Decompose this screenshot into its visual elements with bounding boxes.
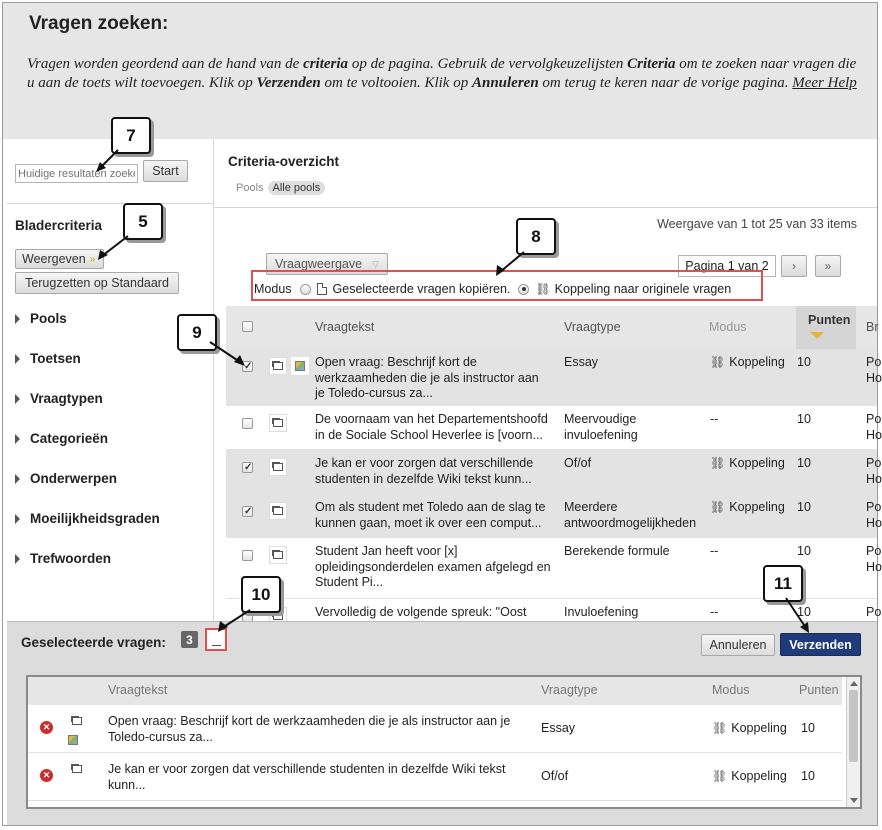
- reset-default-button[interactable]: Terugzetten op Standaard: [15, 272, 179, 294]
- sort-descending-icon: [810, 332, 824, 339]
- column-question-text[interactable]: Vraagtekst: [315, 320, 375, 334]
- pools-filter: [236, 181, 325, 195]
- selected-row: [28, 705, 842, 753]
- chain-link-icon: ⛓: [710, 355, 726, 369]
- window-icon: [273, 362, 283, 370]
- instructions-segment: Criteria: [627, 56, 676, 72]
- instructions-segment: criteria: [303, 56, 349, 72]
- instructions-segment: Annuleren: [471, 74, 539, 91]
- mode-value: Koppeling: [729, 456, 785, 470]
- expand-triangle-icon: [15, 394, 20, 404]
- questions-table-header: [226, 306, 877, 349]
- mode-copy-radio[interactable]: [300, 284, 311, 295]
- table-row[interactable]: [226, 494, 882, 538]
- facet-toetsen[interactable]: [15, 351, 81, 366]
- column-points[interactable]: [796, 306, 856, 349]
- facet-label: Vraagtypen: [30, 391, 103, 406]
- scroll-thumb[interactable]: [849, 690, 858, 762]
- remove-icon[interactable]: ✕: [40, 721, 53, 734]
- table-row[interactable]: [226, 450, 882, 494]
- mode-label: Modus: [254, 282, 292, 296]
- facet-label: Moeilijkheidsgraden: [30, 511, 160, 526]
- submit-button[interactable]: Verzenden: [780, 633, 861, 656]
- facet-moeilijkheidsgraden[interactable]: [15, 511, 160, 526]
- window-icon: [273, 612, 283, 620]
- expand-triangle-icon: [15, 354, 20, 364]
- question-type: Meervoudige invuloefening: [564, 412, 638, 442]
- selected-list-header: [28, 677, 842, 705]
- table-row[interactable]: [226, 349, 882, 406]
- picture-icon: [68, 735, 78, 745]
- preview-icon[interactable]: [269, 414, 287, 432]
- facet-onderwerpen[interactable]: [15, 471, 117, 486]
- preview-icon[interactable]: [269, 458, 287, 476]
- cancel-button[interactable]: Annuleren: [701, 634, 775, 656]
- instructions-segment: Verzenden: [256, 74, 321, 91]
- minimize-panel-button[interactable]: [205, 628, 227, 651]
- selected-row: [28, 753, 842, 801]
- callout-7: 7: [111, 117, 151, 154]
- mode-value: Koppeling: [729, 355, 785, 369]
- selected-questions-list: [26, 675, 862, 809]
- facet-label: Trefwoorden: [30, 551, 112, 566]
- remove-icon[interactable]: ✕: [40, 769, 53, 782]
- chain-link-icon: ⛓: [535, 282, 551, 296]
- preview-icon[interactable]: [269, 502, 287, 520]
- window-icon: [273, 463, 283, 471]
- chain-link-icon: ⛓: [710, 456, 726, 470]
- pools-label: Pools: [236, 182, 264, 194]
- scroll-up-icon[interactable]: [850, 681, 858, 686]
- selected-count-badge: 3: [181, 631, 198, 648]
- page-title: Vragen zoeken:: [29, 13, 169, 34]
- pools-tag[interactable]: Alle pools: [268, 181, 326, 195]
- facet-label: Toetsen: [30, 351, 81, 366]
- search-current-results-input[interactable]: [15, 164, 138, 183]
- show-button[interactable]: [15, 249, 104, 269]
- selected-questions-panel: [7, 621, 877, 825]
- selected-column-type: Vraagtype: [541, 683, 598, 697]
- question-mode: [710, 355, 785, 371]
- question-view-button[interactable]: [266, 253, 388, 275]
- question-mode: [710, 456, 785, 472]
- column-source[interactable]: Br: [866, 320, 879, 334]
- question-text: De voornaam van het Departementshoofd in de Sociale School Heverlee is [voorn...: [315, 412, 548, 442]
- question-text: Vervolledig de volgende spreuk: "Oost: [315, 605, 527, 619]
- selected-question-text: Je kan er voor zorgen dat verschillende studenten in dezelfde Wiki tekst kunn...: [108, 762, 506, 792]
- criteria-main: [214, 139, 882, 623]
- browse-sidebar: [7, 139, 214, 623]
- scroll-down-icon[interactable]: [850, 798, 858, 803]
- callout-8: 8: [516, 218, 556, 255]
- question-type: Essay: [564, 355, 599, 369]
- callout-11: 11: [763, 565, 803, 602]
- table-row[interactable]: [226, 406, 882, 450]
- chain-link-icon: ⛓: [712, 769, 728, 783]
- callout-9: 9: [177, 314, 217, 351]
- expand-triangle-icon: [15, 554, 20, 564]
- question-source: Po Ho: [866, 456, 882, 486]
- question-mode: [710, 412, 718, 428]
- browse-criteria-title: Bladercriteria: [15, 218, 103, 233]
- question-type: Of/of: [564, 456, 592, 470]
- selected-list-scrollbar[interactable]: [846, 677, 860, 807]
- selected-question-points: 10: [801, 769, 815, 783]
- selected-question-mode: [712, 769, 787, 785]
- expand-triangle-icon: [15, 314, 20, 324]
- column-points-label: Punten: [808, 313, 851, 327]
- instructions-segment: om terug te keren naar de vorige pagina.: [538, 74, 793, 91]
- question-type: Meerdere antwoordmogelijkheden: [564, 500, 697, 530]
- instructions-segment: om te zoeken naar vragen die u aan de toets wilt toevoegen. Klik op: [27, 56, 857, 91]
- selected-question-type: Essay: [541, 721, 576, 735]
- criteria-overview-title: Criteria-overzicht: [228, 154, 340, 169]
- facet-label: Pools: [30, 311, 67, 326]
- facet-pools[interactable]: [15, 311, 67, 326]
- instructions-segment: om te voltooien. Klik op: [320, 74, 472, 91]
- image-icon: [291, 357, 309, 375]
- more-help-link[interactable]: Meer Help: [792, 74, 857, 91]
- question-points: 10: [797, 605, 811, 619]
- question-points: 10: [797, 355, 811, 369]
- mode-value: Koppeling: [729, 500, 785, 514]
- last-page-button[interactable]: »: [815, 255, 841, 277]
- column-question-type[interactable]: Vraagtype: [564, 320, 621, 334]
- question-source: Po Ho: [866, 412, 882, 442]
- question-type: Berekende formule: [564, 544, 670, 558]
- question-points: 10: [797, 500, 811, 514]
- question-text: Open vraag: Beschrijf kort de werkzaamheden die je als instructor aan je Toledo-cursus za...: [315, 355, 539, 400]
- callout-5: 5: [123, 203, 163, 240]
- question-points: 10: [797, 456, 811, 470]
- question-mode: [710, 605, 718, 621]
- selected-question-text: Open vraag: Beschrijf kort de werkzaamheden die je als instructor aan je Toledo-cursus za...: [108, 714, 511, 744]
- preview-icon[interactable]: [269, 357, 287, 375]
- start-button[interactable]: Start: [143, 160, 188, 182]
- display-count: Weergave van 1 tot 25 van 33 items: [657, 217, 857, 231]
- column-mode[interactable]: Modus: [709, 320, 747, 334]
- question-points: 10: [797, 544, 811, 558]
- sidebar-divider: [7, 203, 213, 204]
- window-icon: [273, 507, 283, 515]
- selected-questions-title: Geselecteerde vragen:: [21, 635, 166, 650]
- window-icon: [273, 419, 283, 427]
- facet-trefwoorden[interactable]: [15, 551, 111, 566]
- instructions-segment: op de pagina. Gebruik de vervolgkeuzelijsten: [348, 56, 628, 72]
- question-source: Po Ho: [866, 500, 882, 530]
- expand-triangle-icon: [15, 474, 20, 484]
- mode-value: --: [710, 412, 719, 426]
- selected-question-type: Of/of: [541, 769, 569, 783]
- chain-link-icon: ⛓: [710, 500, 726, 514]
- selected-column-text: Vraagtekst: [108, 683, 168, 697]
- question-mode: [710, 544, 718, 560]
- row-checkbox[interactable]: [242, 462, 253, 473]
- selected-question-points: 10: [801, 721, 815, 735]
- window-icon: [273, 551, 283, 559]
- facet-vraagtypen[interactable]: [15, 391, 103, 406]
- copy-document-icon: [317, 283, 327, 295]
- window-icon: [72, 765, 82, 773]
- mode-link-label: Koppeling naar originele vragen: [554, 282, 732, 296]
- show-label: Weergeven: [22, 252, 86, 266]
- instructions-text: [27, 55, 857, 92]
- page-indicator: Pagina 1 van 2: [678, 255, 776, 277]
- selected-column-points: Punten: [799, 683, 839, 697]
- question-source: Po Ho: [866, 544, 882, 574]
- mode-value: --: [710, 605, 719, 619]
- next-page-button[interactable]: ›: [781, 255, 807, 277]
- callout-10: 10: [241, 576, 281, 613]
- row-checkbox[interactable]: [242, 550, 253, 561]
- chevron-down-icon: ▽: [372, 258, 380, 269]
- minimize-icon: [212, 645, 221, 646]
- mode-copy-label: Geselecteerde vragen kopiëren.: [332, 282, 511, 296]
- row-checkbox[interactable]: [242, 506, 253, 517]
- selected-column-mode: Modus: [712, 683, 750, 697]
- preview-icon[interactable]: [269, 546, 287, 564]
- instructions-segment: Vragen worden geordend aan de hand van de: [27, 56, 304, 72]
- question-points: 10: [797, 412, 811, 426]
- selected-question-mode: [712, 721, 787, 737]
- question-text: Om als student met Toledo aan de slag te kunnen gaan, moet ik over een comput...: [315, 500, 546, 530]
- double-chevron-down-icon: »: [89, 253, 96, 265]
- mode-link-radio[interactable]: [518, 284, 529, 295]
- question-view-label: Vraagweergave: [275, 257, 363, 271]
- facet-categorien[interactable]: [15, 431, 108, 446]
- row-checkbox[interactable]: [242, 418, 253, 429]
- select-all-checkbox[interactable]: [242, 321, 253, 332]
- row-checkbox[interactable]: [242, 361, 253, 372]
- main-divider: [214, 207, 877, 208]
- facet-label: Categorieën: [30, 431, 109, 446]
- question-text: Je kan er voor zorgen dat verschillende studenten in dezelfde Wiki tekst kunn...: [315, 456, 534, 486]
- window-icon: [72, 717, 82, 725]
- mode-selector: [254, 274, 765, 304]
- chain-link-icon: ⛓: [712, 721, 728, 735]
- question-text: Student Jan heeft voor [x] opleidingsonderdelen examen afgelegd en Student Pi...: [315, 544, 551, 589]
- question-mode: [710, 500, 785, 516]
- question-source: Po: [866, 605, 882, 619]
- question-type: Invuloefening: [564, 605, 639, 619]
- mode-value: Koppeling: [731, 721, 787, 735]
- facet-label: Onderwerpen: [30, 471, 118, 486]
- expand-triangle-icon: [15, 434, 20, 444]
- question-source: Po Ho: [866, 355, 882, 385]
- picture-icon: [295, 361, 305, 371]
- mode-value: Koppeling: [731, 769, 787, 783]
- expand-triangle-icon: [15, 514, 20, 524]
- mode-value: --: [710, 544, 719, 558]
